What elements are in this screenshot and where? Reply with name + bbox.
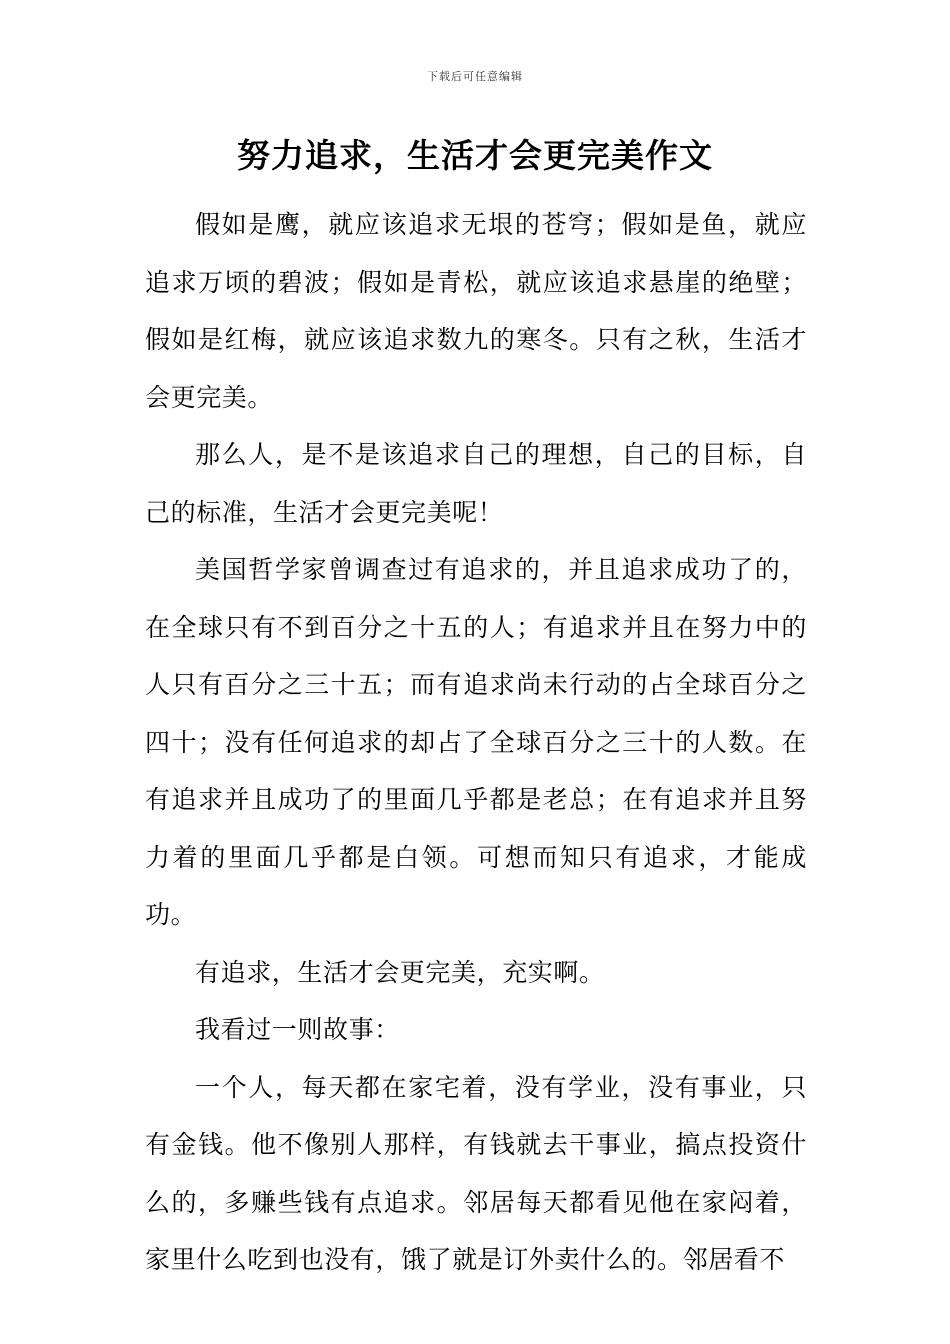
paragraph: 假如是鹰，就应该追求无垠的苍穹；假如是鱼，就应追求万顷的碧波；假如是青松，就应该追求悬崖的绝壁；假如是红梅，就应该追求数九的寒冬。只有之秋，生活才会更完美。	[145, 210, 807, 412]
document-body	[145, 196, 807, 1289]
paragraph: 有追求，生活才会更完美，充实啊。	[195, 957, 605, 987]
paragraph: 我看过一则故事：	[195, 1015, 400, 1044]
paragraph: 一个人，每天都在家宅着，没有学业，没有事业，只有金钱。他不像别人那样，有钱就去干事业，搞点投资什么的，多赚些钱有点追求。邻居每天都看见他在家闷着，家里什么吃到也没有，饿了就是订外卖什么的。邻居看不	[145, 1072, 807, 1274]
paragraph: 美国哲学家曾调查过有追求的，并且追求成功了的，在全球只有不到百分之十五的人；有追求并且在努力中的人只有百分之三十五；而有追求尚未行动的占全球百分之四十；没有任何追求的却占了全球百分之三十的人数。在有追求并且成功了的里面几乎都是老总；在有追求并且努力着的里面几乎都是白领。可想而知只有追求，才能成功。	[145, 555, 807, 929]
paragraph: 那么人，是不是该追求自己的理想，自己的目标，自己的标准，生活才会更完美呢！	[145, 440, 807, 527]
document-title: 努力追求，生活才会更完美作文	[237, 136, 713, 175]
header-note: 下载后可任意编辑	[427, 70, 523, 83]
